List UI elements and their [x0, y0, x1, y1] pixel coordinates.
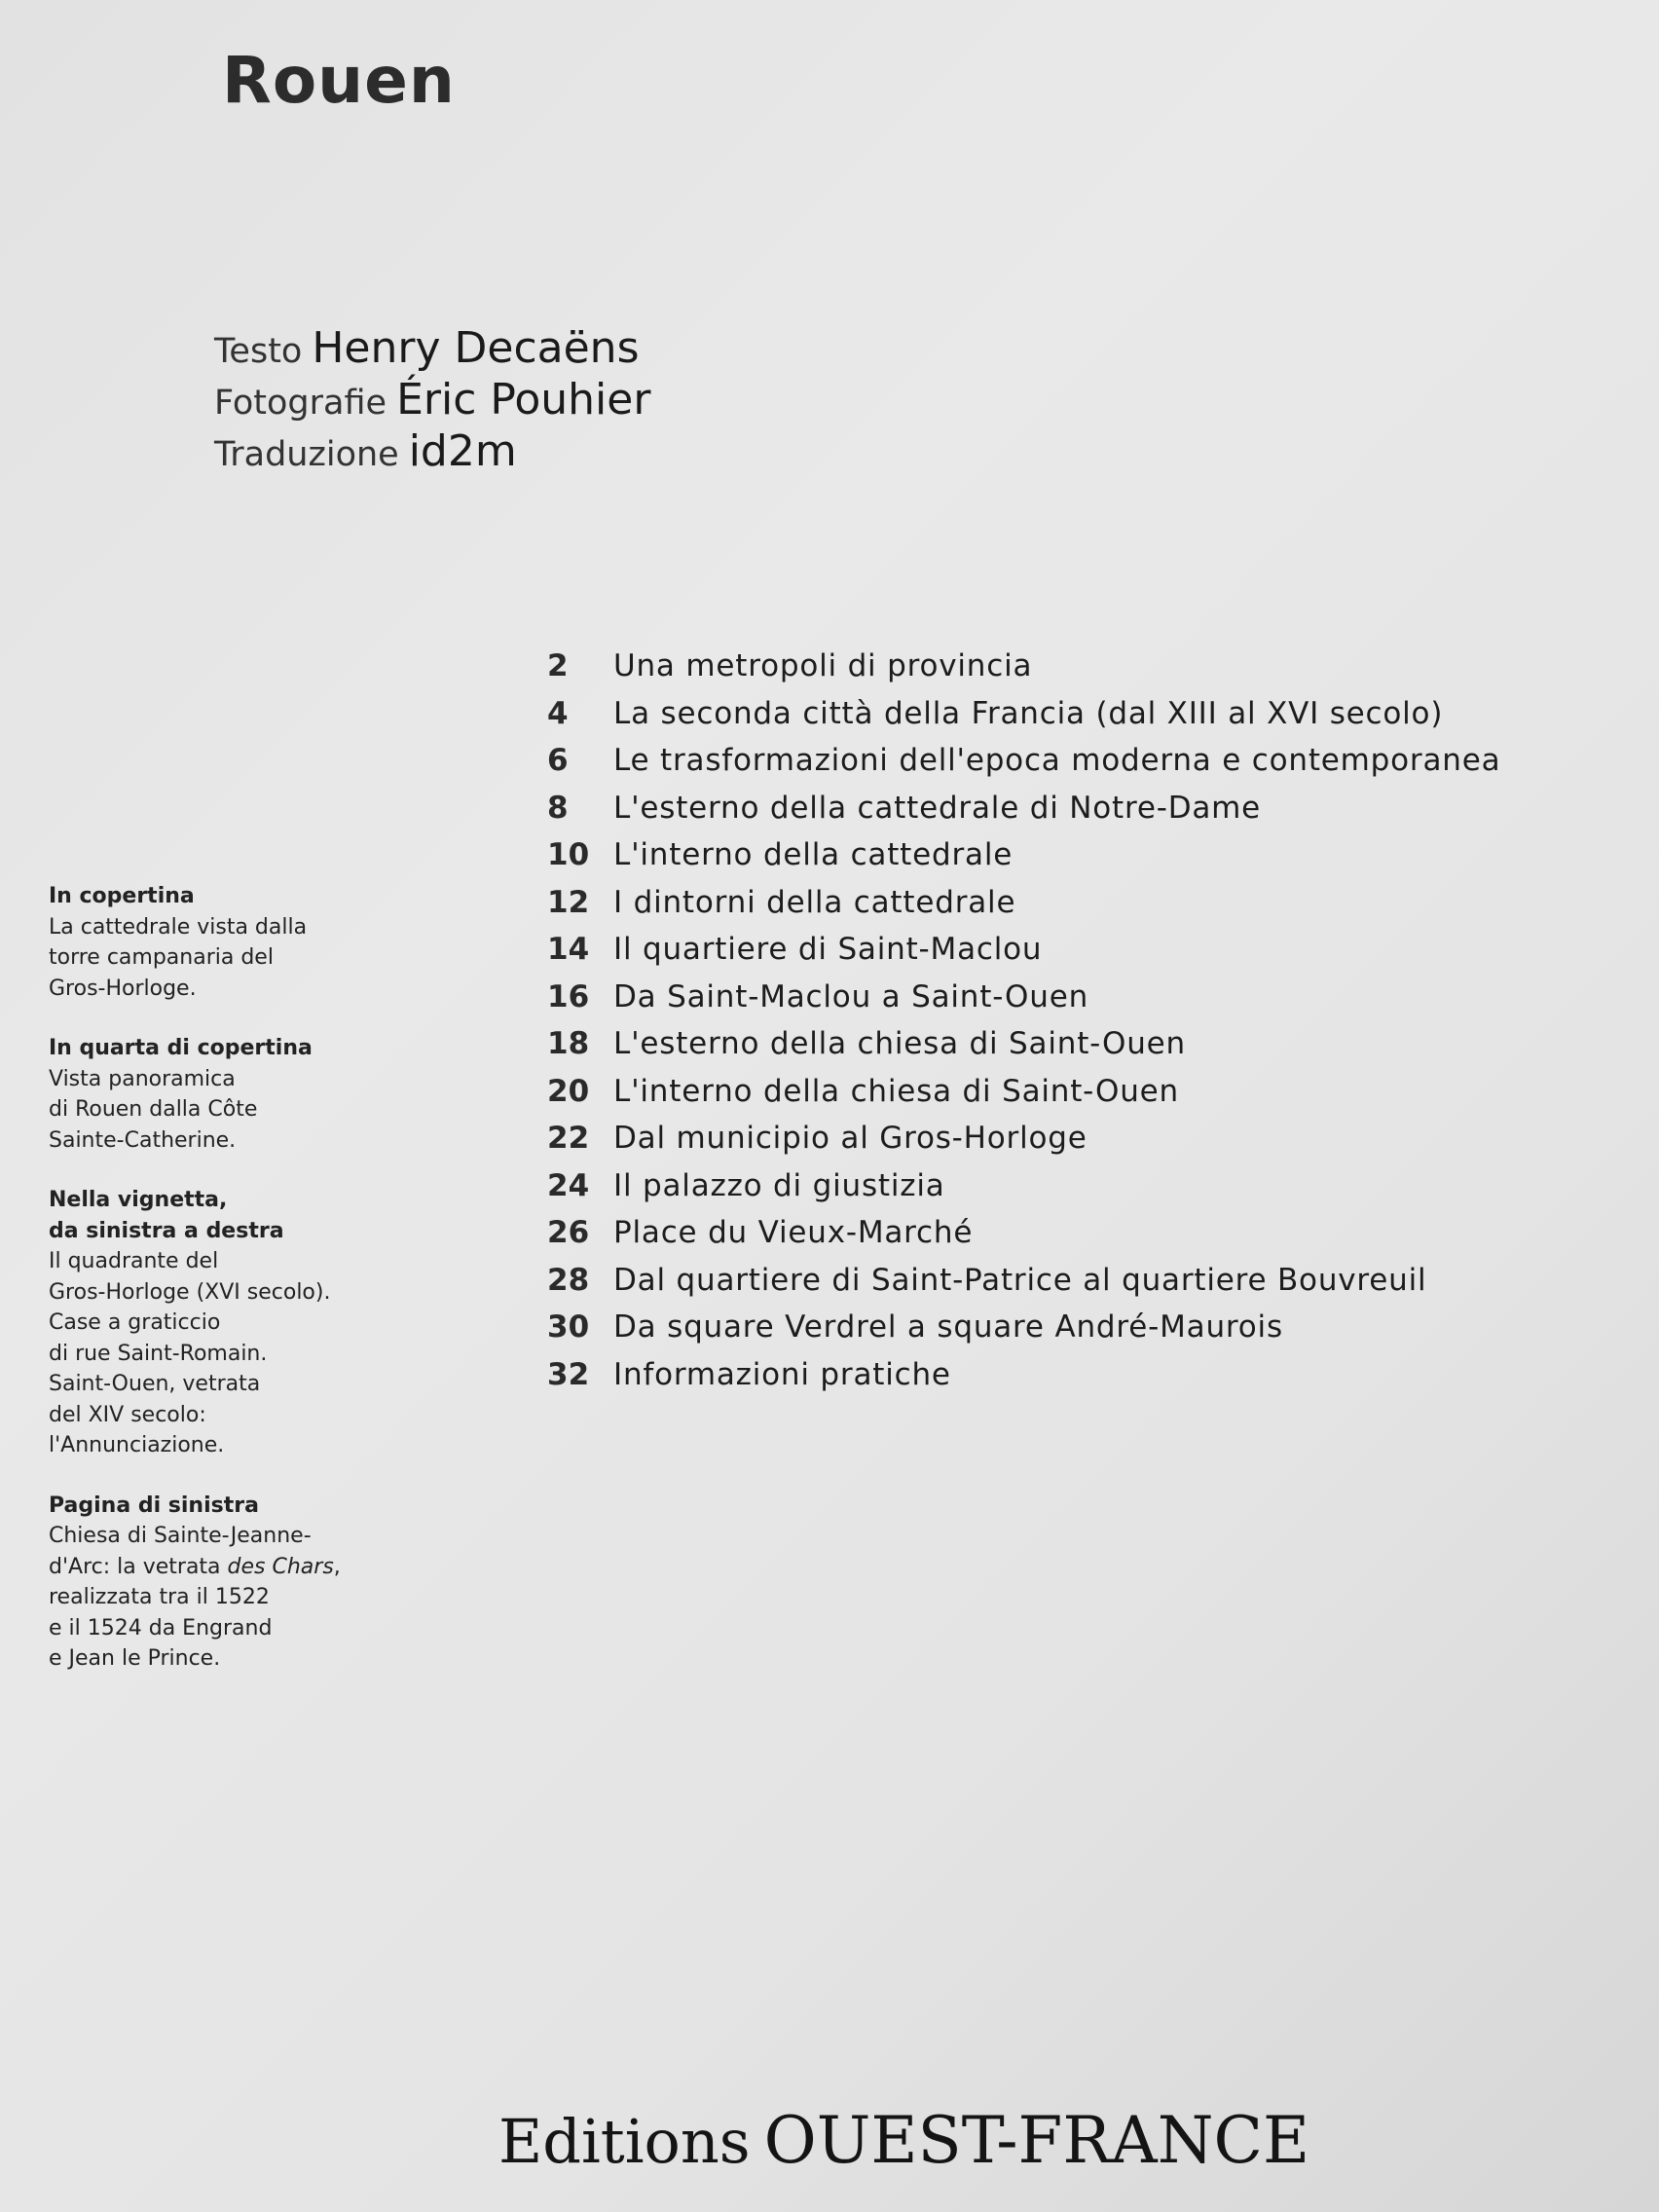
- toc-entry: [547, 1351, 1500, 1399]
- toc-entry: [547, 879, 1500, 927]
- toc-page-number: 2: [547, 648, 569, 683]
- toc-entry: [547, 785, 1500, 832]
- page-title: Rouen: [222, 43, 456, 118]
- publisher-name: OUEST-FRANCE: [763, 2103, 1310, 2178]
- toc-entry: [547, 1162, 1500, 1210]
- toc-entry-title: Da square Verdrel a square André-Maurois: [613, 1309, 1283, 1345]
- toc-entry-title: Dal quartiere di Saint-Patrice al quartiere Bouvreuil: [613, 1262, 1427, 1298]
- toc-entry-title: Una metropoli di provincia: [613, 648, 1033, 683]
- caption-fragment: ,: [333, 1554, 341, 1579]
- toc-page-number: 26: [547, 1215, 590, 1250]
- toc-entry-title: L'interno della chiesa di Saint-Ouen: [613, 1073, 1180, 1109]
- credit-translation: [214, 426, 650, 478]
- toc-entry: [547, 737, 1500, 785]
- toc-entry: [547, 974, 1500, 1021]
- caption-line: Chiesa di Sainte-Jeanne-: [49, 1524, 312, 1548]
- toc-page-number: 28: [547, 1262, 590, 1298]
- toc-page-number: 14: [547, 932, 590, 967]
- toc-entry: [547, 1115, 1500, 1162]
- toc-entry: [547, 926, 1500, 974]
- publisher-imprint: [498, 2103, 1375, 2178]
- credit-label: Traduzione: [214, 435, 399, 474]
- toc-page-number: 10: [547, 837, 590, 872]
- caption-line: Gros-Horloge.: [49, 976, 197, 1001]
- caption-heading: In copertina: [49, 884, 195, 908]
- caption-line: di Rouen dalla Côte: [49, 1097, 258, 1122]
- toc-page-number: 22: [547, 1121, 590, 1156]
- credit-photos: [214, 375, 650, 426]
- caption-line: Saint-Ouen, vetrata: [49, 1372, 261, 1396]
- toc-entry: [547, 831, 1500, 879]
- toc-page-number: 32: [547, 1356, 590, 1392]
- caption-italic-title: des Chars: [227, 1554, 334, 1579]
- credits: [214, 323, 650, 478]
- caption-heading: Nella vignetta,: [49, 1188, 228, 1212]
- credit-name: Éric Pouhier: [396, 375, 651, 424]
- credit-label: Testo: [214, 332, 303, 371]
- toc-entry-title: L'esterno della cattedrale di Notre-Dame: [613, 790, 1262, 826]
- toc-entry: [547, 690, 1500, 738]
- caption-line: Il quadrante del: [49, 1249, 219, 1273]
- toc-entry: [547, 1304, 1500, 1351]
- toc-entry-title: L'interno della cattedrale: [613, 837, 1014, 872]
- toc-page-number: 4: [547, 695, 569, 731]
- caption-heading: In quarta di copertina: [49, 1036, 313, 1060]
- toc-entry-title: Le trasformazioni dell'epoca moderna e contemporanea: [613, 743, 1501, 778]
- toc-entry: [547, 1257, 1500, 1305]
- caption-vignette: [49, 1185, 370, 1461]
- toc-entry-title: La seconda città della Francia (dal XIII al XVI secolo): [613, 695, 1444, 731]
- caption-line: Gros-Horloge (XVI secolo).: [49, 1279, 331, 1305]
- caption-fragment: d'Arc: la vetrata: [49, 1554, 228, 1579]
- toc-page-number: 24: [547, 1167, 590, 1203]
- toc-entry-title: L'esterno della chiesa di Saint-Ouen: [613, 1026, 1186, 1061]
- table-of-contents: [547, 643, 1500, 1398]
- toc-entry-title: Dal municipio al Gros-Horloge: [613, 1121, 1088, 1156]
- caption-line: realizzata tra il 1522: [49, 1585, 270, 1609]
- caption-left-page: [49, 1491, 370, 1675]
- caption-line: di rue Saint-Romain.: [49, 1341, 268, 1366]
- credit-name: id2m: [408, 426, 517, 476]
- toc-entry: [547, 1209, 1500, 1257]
- toc-page-number: 18: [547, 1026, 590, 1061]
- caption-line: e Jean le Prince.: [49, 1646, 221, 1671]
- credit-text: [214, 323, 650, 375]
- toc-entry-title: Informazioni pratiche: [613, 1356, 951, 1392]
- caption-heading: da sinistra a destra: [49, 1218, 284, 1243]
- credit-name: Henry Decaëns: [312, 323, 640, 373]
- toc-page-number: 6: [547, 743, 569, 778]
- toc-entry: [547, 643, 1500, 690]
- toc-entry-title: Il quartiere di Saint-Maclou: [613, 932, 1043, 967]
- publisher-prefix: Editions: [498, 2106, 751, 2177]
- toc-page-number: 30: [547, 1309, 590, 1345]
- toc-entry: [547, 1068, 1500, 1116]
- toc-page-number: 12: [547, 884, 590, 920]
- toc-entry-title: Il palazzo di giustizia: [613, 1167, 945, 1203]
- credit-label: Fotografie: [214, 384, 387, 423]
- caption-line: del XIV secolo:: [49, 1402, 206, 1427]
- caption-line: torre campanaria del: [49, 945, 274, 970]
- toc-entry-title: I dintorni della cattedrale: [613, 884, 1016, 920]
- toc-page-number: 16: [547, 978, 590, 1014]
- caption-line: Sainte-Catherine.: [49, 1127, 237, 1153]
- toc-entry-title: Da Saint-Maclou a Saint-Ouen: [613, 978, 1089, 1014]
- toc-page-number: 20: [547, 1073, 590, 1109]
- caption-line: l'Annunciazione.: [49, 1433, 225, 1457]
- caption-line: e il 1524 da Engrand: [49, 1615, 273, 1641]
- toc-entry-title: Place du Vieux-Marché: [613, 1215, 974, 1250]
- caption-heading: Pagina di sinistra: [49, 1493, 259, 1518]
- toc-page-number: 8: [547, 790, 569, 826]
- caption-line: Vista panoramica: [49, 1066, 236, 1091]
- caption-line: La cattedrale vista dalla: [49, 914, 308, 940]
- caption-line: [49, 1552, 370, 1583]
- image-captions: [49, 881, 370, 1704]
- caption-line: Case a graticcio: [49, 1310, 221, 1335]
- caption-back-cover: [49, 1033, 370, 1156]
- toc-entry: [547, 1020, 1500, 1068]
- caption-cover: [49, 881, 370, 1004]
